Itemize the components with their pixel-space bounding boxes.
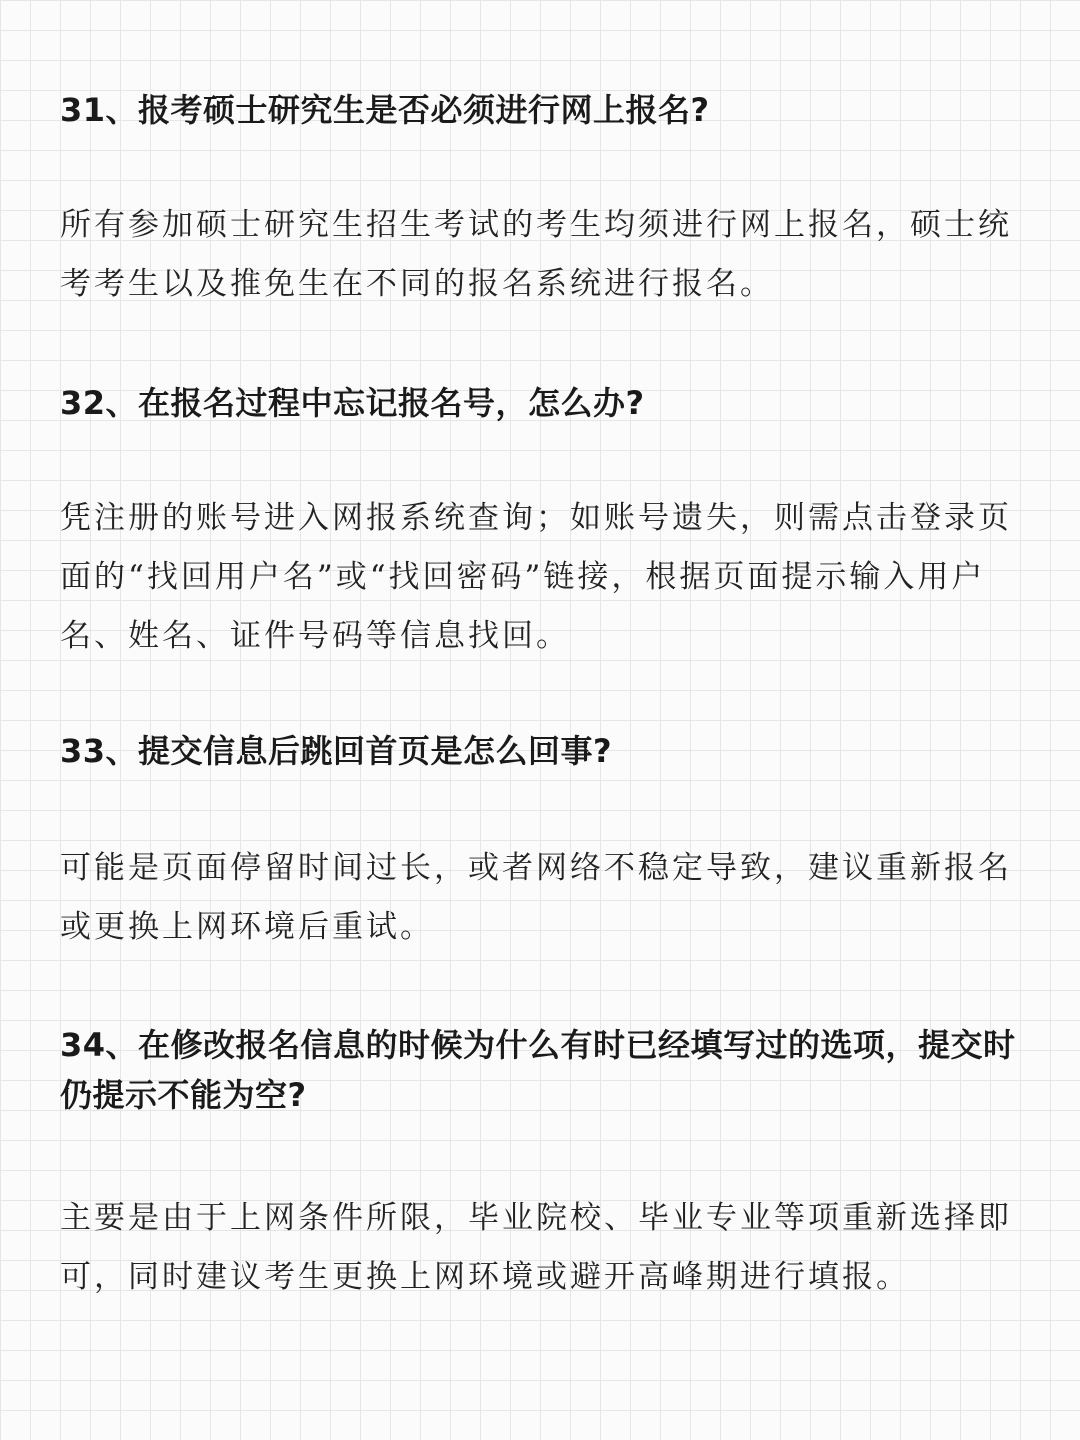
question-31: 31、报考硕士研究生是否必须进行网上报名? bbox=[60, 91, 710, 129]
answer-31: 所有参加硕士研究生招生考试的考生均须进行网上报名，硕士统考考生以及推免生在不同的报名系统进行报名。 bbox=[60, 207, 1012, 302]
answer-33: 可能是页面停留时间过长，或者网络不稳定导致，建议重新报名或更换上网环境后重试。 bbox=[60, 850, 1012, 945]
question-33: 33、提交信息后跳回首页是怎么回事? bbox=[60, 732, 613, 770]
question-34: 34、在修改报名信息的时候为什么有时已经填写过的选项，提交时仍提示不能为空? bbox=[60, 1026, 1016, 1114]
question-32: 32、在报名过程中忘记报名号，怎么办? bbox=[60, 384, 645, 422]
answer-34: 主要是由于上网条件所限，毕业院校、毕业专业等项重新选择即可，同时建议考生更换上网环境或避开高峰期进行填报。 bbox=[60, 1200, 1012, 1295]
answer-32: 凭注册的账号进入网报系统查询；如账号遗失，则需点击登录页面的“找回用户名”或“找回密码”链接，根据页面提示输入用户名、姓名、证件号码等信息找回。 bbox=[60, 500, 1012, 654]
